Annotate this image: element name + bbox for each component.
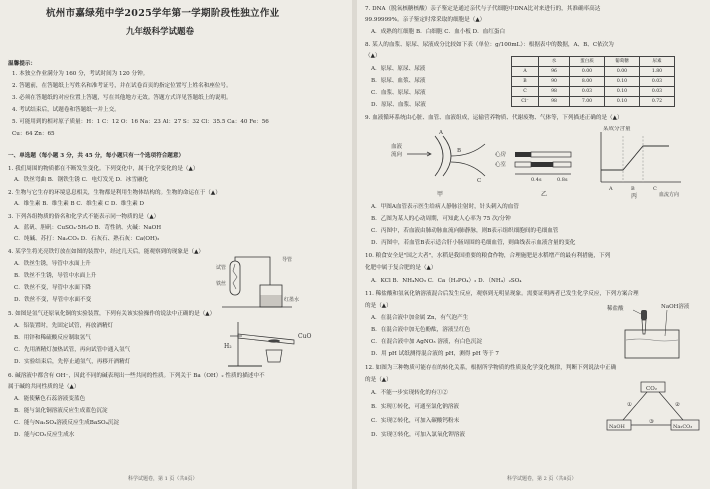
question-12-option: C．实现②转化，可加入碳酸钙粉末: [371, 418, 460, 424]
fig-label: ③: [649, 419, 654, 425]
question-4-option: D．铁丝不变，导管中水面不变: [14, 297, 92, 303]
titration-figure: [605, 300, 701, 362]
question-4-option: C．铁丝不变，导管中水面下降: [14, 285, 91, 291]
notice-line: 1. 本独立作业满分为 160 分，考试时间为 120 分钟。: [12, 71, 149, 77]
section-heading: 一、单选题（每小题 3 分，共 45 分，每小题只有一个选项符合题意）: [8, 153, 185, 159]
question-6-option: B．能与氯化铜溶液反应生成蓝色沉淀: [14, 408, 108, 414]
table-row: [512, 67, 675, 77]
notice-line: 2. 答题前，在答题纸上写姓名和准考证号，并在试卷首页的指定位置写上姓名和座位号。: [12, 83, 232, 89]
question-4-option: B．铁丝不生锈，导管中水面上升: [14, 273, 97, 279]
fig-label: ②: [675, 402, 680, 408]
question-2: 2. 生物与它生存的环境息息相关，生物都是利用生物体结构的。生物的命运在于（▲）: [8, 190, 221, 196]
page-2: [357, 0, 710, 489]
question-12-option: A．不能一步实现转化的有①②: [371, 390, 448, 396]
question-5-option: C．先用酒精灯加热试管，再向试管中通入氢气: [14, 347, 131, 353]
urine-composition-table: [511, 56, 675, 107]
question-11-option: A．在混合液中加金属 Zn，有气泡产生: [371, 315, 469, 321]
fig-label: B: [457, 148, 462, 154]
table-cell: 0.72: [640, 97, 675, 107]
fig-label: Na₂CO₃: [673, 424, 693, 430]
fig-label: 流向: [391, 152, 403, 158]
table-cell: 水: [539, 57, 570, 67]
fig-label: 丙: [631, 193, 638, 200]
question-4: 4. 某学生将光亮铁钉放在如图的装置中，经过几天后，能观察到的现象是（▲）: [8, 249, 205, 255]
fig-label: 血液: [391, 144, 403, 150]
exam-subtitle: 九年级科学试题卷: [126, 27, 195, 37]
fig-label: C: [653, 186, 657, 192]
question-11-option: C．在混合液中加 AgNO₃ 溶液，有白色沉淀: [371, 339, 483, 345]
question-12-option: D．实现③转化，可加入氯氧化钾溶液: [371, 432, 465, 438]
table-cell: 0.03: [640, 87, 675, 97]
fig-label: ①: [627, 402, 632, 408]
question-9-option: D．丙图中，若血管B表示适合肝小肠周围的毛细血管，则曲线表示血液含量的变化: [371, 240, 576, 246]
fig-label: 0.8s: [557, 177, 568, 183]
question-6-cont: 属于碱的共同性质的是（▲）: [8, 384, 80, 390]
fig-label: B: [631, 186, 635, 192]
question-1-options: A．铁丝弯曲 B．钢铁生锈 C．电灯发光 D．冰雪融化: [14, 177, 149, 183]
fig-label: 心房: [495, 152, 507, 158]
fig-label: 乙: [541, 191, 548, 198]
question-5: 5. 如图是氢气还原氧化铜的实验装置，下列有关该实验操作的说法中正确的是（▲）: [8, 311, 216, 317]
table-cell: 0.10: [605, 87, 640, 97]
question-1: 1. 我们周围的物质都在不断发生变化。下列变化中，属于化学变化的是（▲）: [8, 166, 199, 172]
notice-line: 3. 必须在答题纸的对应位置上答题，写在其他地方无效。答题方式详见答题纸上的说明。: [12, 95, 232, 101]
circulation-figure: [391, 126, 691, 200]
fig-label: H₂: [224, 343, 232, 350]
table-row: [512, 77, 675, 87]
question-11-cont: 的是（▲）: [365, 303, 392, 309]
question-9-option: A．甲图A血管表示医生给病人静脉注射时，针头刺入的血管: [371, 204, 519, 210]
table-cell: 96: [539, 67, 570, 77]
fig-label: 红墨水: [284, 297, 300, 303]
question-7-cont: 99.99999%。亲子鉴定时常采取的细胞是（▲）: [365, 17, 486, 23]
question-8-option: B．原尿、血浆、尿液: [371, 78, 426, 84]
table-cell: A: [512, 67, 539, 77]
table-cell: [512, 57, 539, 67]
question-7-options: A．成熟的红细胞 B．白细胞 C．血小板 D．血红蛋白: [371, 29, 506, 35]
rust-apparatus-figure: [212, 255, 312, 315]
fig-label: 血流方向: [659, 192, 680, 198]
question-3-options: C．纯碱、苏打：Na₂CO₃ D．石灰石、熟石灰：Ca(OH)₂: [14, 236, 160, 242]
table-cell: 0.03: [640, 77, 675, 87]
fig-label: 试管: [216, 265, 227, 271]
fig-label: NaOH溶液: [661, 304, 690, 310]
question-5-option: B．用锌和稀硫酸反应制取氢气: [14, 335, 91, 341]
question-8: 8. 某人的血浆、原尿、尿液成分比较如下表（单位：g/100mL）：根据表中的数据，A、B、C依次为: [365, 42, 614, 48]
question-5-option: D．实验结束后，先停止通氢气，再移开酒精灯: [14, 359, 131, 365]
conversion-triangle-figure: [603, 380, 703, 436]
table-cell: B: [512, 77, 539, 87]
question-10-options: A．KCl B．NH₄NO₃ C．Ca（H₂PO₄）₂ D．（NH₄）₂SO₄: [371, 278, 522, 284]
question-11-option: B．在混合液中加无色酚酞，溶液呈红色: [371, 327, 471, 333]
question-6: 6. 碱溶液中都含有 OH⁻，因此不同的碱表现出一些共同的性质。下列关于 Ba（OH）₂ 性质的描述中不: [8, 373, 265, 379]
question-8-option: D．原尿、血浆、尿液: [371, 102, 426, 108]
question-2-options: A．维生素 B．维生素 B C．维生素 C D．维生素 D: [14, 201, 144, 207]
question-12: 12. 如图为三种物质可能存在的转化关系，根据所学物质的性质及化学变化规律，判断下列说法中正确: [365, 365, 617, 371]
table-cell: 蛋白质: [570, 57, 605, 67]
question-6-option: D．能与CO₂反应生成水: [14, 432, 75, 438]
table-cell: 7.00: [570, 97, 605, 107]
question-8-option: C．血浆、原尿、尿液: [371, 90, 426, 96]
fig-label: 0.4s: [531, 177, 542, 183]
question-7: 7. DNA（脱氧核糖核酸）亲子鉴定是通过亲代与子代细胞中DNA比对来进行的，其准确率高达: [365, 6, 601, 12]
fig-label: 某成分含量: [603, 126, 631, 132]
fig-label: C: [477, 178, 482, 184]
page-1: [0, 0, 352, 489]
table-header-row: [512, 57, 675, 67]
notice-line: 5. 可能用到的相对原子质量：H：1 C：12 O：16 Na：23 Al：27 S：32 Cl：35.5 Ca：40 Fe：56: [12, 119, 269, 125]
table-cell: 0.03: [570, 87, 605, 97]
question-12-option: B．实现①转化，可通至氯化钠溶液: [371, 404, 460, 410]
table-cell: 98: [539, 87, 570, 97]
question-5-option: A．铝装置时，先固定试管，再放酒精灯: [14, 323, 114, 329]
question-12-cont: 的是（▲）: [365, 377, 392, 383]
fig-label: 铁丝: [216, 281, 227, 287]
table-row: [512, 87, 675, 97]
table-cell: 8.00: [570, 77, 605, 87]
table-cell: C: [512, 87, 539, 97]
notice-line: 4. 考试结束后，试题卷和答题纸一并上交。: [12, 107, 120, 113]
fig-label: 心室: [495, 162, 507, 168]
fig-label: 稀盐酸: [607, 306, 624, 312]
question-11-option: D．用 pH 试纸测得混合液的 pH，测得 pH 等于 7: [371, 351, 499, 357]
question-11: 11. 稀盐酸和氢氧化钠溶液混合后发生反应，观察到无明显现象。需要证明两者已发生化学反应，下列方案合理: [365, 291, 639, 297]
page-footer: 科学试题卷，第 2 页（共8页）: [507, 476, 577, 482]
question-9-option: B．乙图为某人的心动周期，可知此人心率为 75 次/分钟: [371, 216, 511, 222]
table-cell: 0.10: [605, 97, 640, 107]
question-6-option: A．能使紫色石蕊溶液变蓝色: [14, 396, 86, 402]
question-3-options: A．蓝矾、胆矾：CuSO₄·5H₂O B．苛性钠、火碱：NaOH: [14, 225, 162, 231]
question-6-option: C．能与Na₂SO₄溶液反应生成BaSO₄沉淀: [14, 420, 120, 426]
question-10: 10. 粮食安全是"国之大者"，水稻是我国重要的粮食作物，合理施肥是水稻增产的最有利措施，下列: [365, 253, 611, 259]
table-cell: 98: [539, 97, 570, 107]
table-cell: 0.10: [605, 77, 640, 87]
question-10-cont: 化肥中属于复合肥的是（▲）: [365, 265, 437, 271]
page-footer: 科学试题卷，第 1 页（共8页）: [128, 476, 198, 482]
notice-heading: 温馨提示：: [8, 61, 36, 67]
fig-label: CuO: [298, 333, 312, 340]
table-cell: 1.80: [640, 67, 675, 77]
fig-label: A: [439, 130, 443, 136]
fig-label: NaOH: [609, 424, 625, 430]
fig-label: A: [609, 186, 613, 192]
table-cell: 90: [539, 77, 570, 87]
fig-label: 导管: [282, 257, 293, 263]
h2-reduction-figure: [222, 318, 314, 370]
table-cell: 葡萄糖: [605, 57, 640, 67]
question-8-cont: （▲）: [365, 53, 381, 59]
question-8-option: A．原尿、原尿、尿液: [371, 66, 426, 72]
table-row: [512, 97, 675, 107]
table-cell: Cl⁻: [512, 97, 539, 107]
table-cell: 尿素: [640, 57, 675, 67]
table-cell: 0.00: [570, 67, 605, 77]
question-9: 9. 血液循环系统由心脏、血管、血液组成，运输营养物质、代谢废物、气体等，下列描述正确的是（▲）: [365, 115, 623, 121]
question-9-option: C．丙图中，若血液由肺动脉血流向肺静脉，则B表示组织细胞间的毛细血管: [371, 228, 559, 234]
exam-title: 杭州市嘉绿苑中学2025学年第一学期阶段性独立作业: [46, 8, 280, 19]
fig-label: 甲: [437, 191, 444, 198]
table-cell: 0.00: [605, 67, 640, 77]
question-4-option: A．铁丝生锈，导管中水面上升: [14, 261, 91, 267]
notice-line: Cu：64 Zn：65: [12, 131, 55, 137]
fig-label: CO₂: [646, 386, 657, 392]
question-3: 3. 下列各组物质的俗名和化学式不能表示同一物质的是（▲）: [8, 214, 160, 220]
